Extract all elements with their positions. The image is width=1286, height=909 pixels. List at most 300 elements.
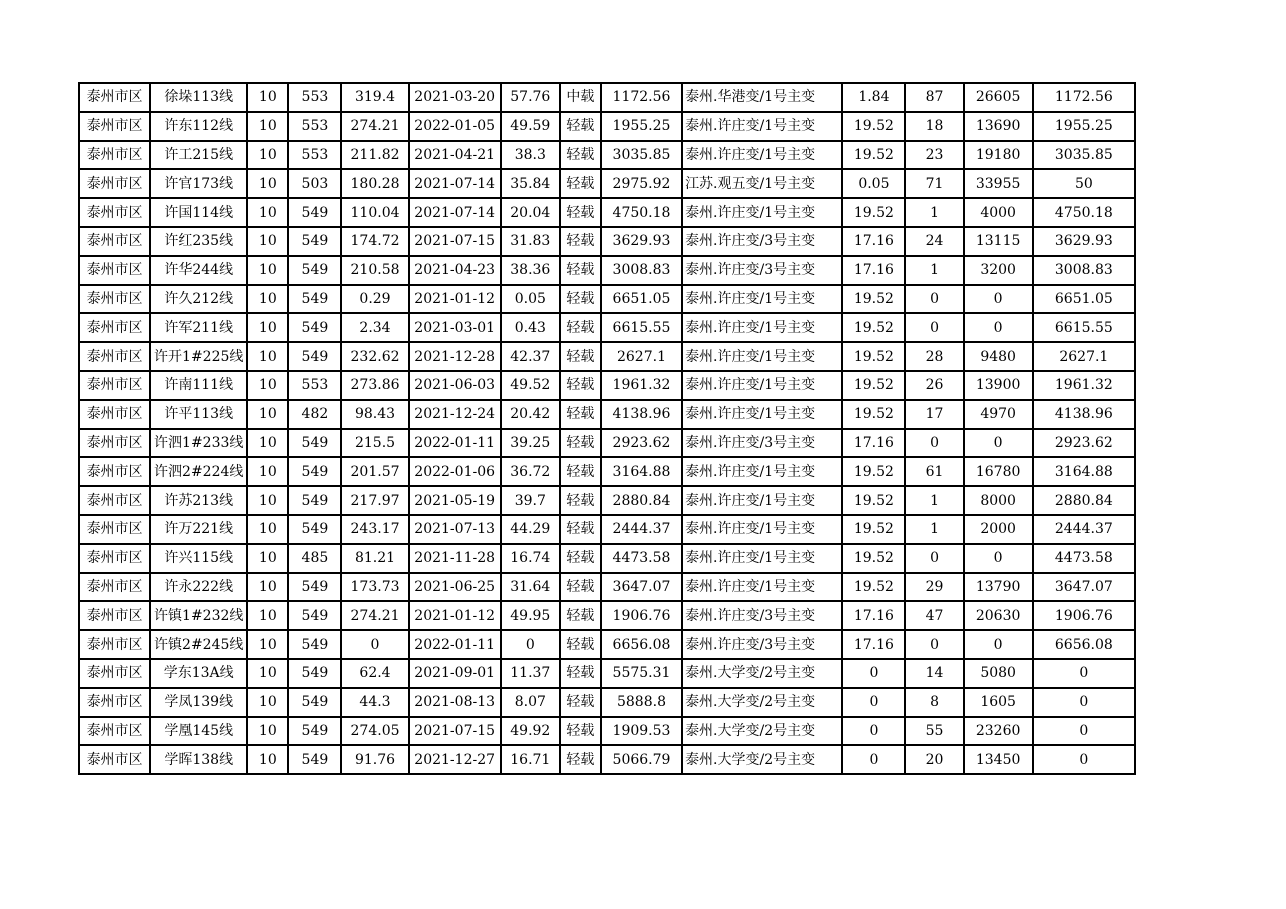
cell-user-capacity: 13900: [964, 371, 1033, 400]
cell-date: 2022-01-06: [409, 457, 501, 486]
cell-capacity: 549: [288, 285, 341, 314]
cell-line-name: 许红235线: [150, 227, 247, 256]
cell-load-current: 2.34: [341, 313, 408, 342]
cell-available-capacity: 5888.8: [601, 688, 682, 717]
cell-area: 泰州市区: [79, 83, 150, 112]
cell-load-status: 轻载: [560, 745, 601, 774]
cell-line-name: 许镇1#232线: [150, 601, 247, 630]
cell-transformer: 泰州.许庄变/1号主变: [682, 457, 842, 486]
cell-capacity: 549: [288, 342, 341, 371]
cell-date: 2021-07-14: [409, 169, 501, 198]
cell-transformer-margin: 19.52: [842, 371, 905, 400]
table-row: [79, 544, 1135, 573]
cell-area: 泰州市区: [79, 227, 150, 256]
cell-capacity: 549: [288, 745, 341, 774]
cell-date: 2021-07-13: [409, 515, 501, 544]
cell-available-capacity: 3647.07: [601, 573, 682, 602]
cell-transformer-margin: 17.16: [842, 429, 905, 458]
cell-user-count: 29: [905, 573, 963, 602]
cell-user-count: 47: [905, 601, 963, 630]
cell-load-rate: 39.7: [501, 486, 560, 515]
cell-line-name: 许泗1#233线: [150, 429, 247, 458]
cell-remaining-capacity: 4750.18: [1033, 198, 1135, 227]
cell-load-rate: 35.84: [501, 169, 560, 198]
cell-capacity: 549: [288, 515, 341, 544]
cell-user-capacity: 0: [964, 544, 1033, 573]
cell-user-count: 1: [905, 486, 963, 515]
cell-line-name: 许官173线: [150, 169, 247, 198]
cell-voltage: 10: [247, 227, 288, 256]
cell-line-name: 许国114线: [150, 198, 247, 227]
cell-capacity: 482: [288, 400, 341, 429]
cell-capacity: 553: [288, 112, 341, 141]
cell-transformer-margin: 0: [842, 688, 905, 717]
cell-load-rate: 49.92: [501, 717, 560, 746]
cell-voltage: 10: [247, 313, 288, 342]
cell-date: 2021-04-21: [409, 141, 501, 170]
cell-transformer-margin: 19.52: [842, 515, 905, 544]
cell-line-name: 学东13A线: [150, 659, 247, 688]
cell-transformer: 泰州.许庄变/3号主变: [682, 429, 842, 458]
cell-voltage: 10: [247, 169, 288, 198]
cell-voltage: 10: [247, 285, 288, 314]
cell-voltage: 10: [247, 400, 288, 429]
cell-voltage: 10: [247, 659, 288, 688]
cell-line-name: 许开1#225线: [150, 342, 247, 371]
cell-available-capacity: 6651.05: [601, 285, 682, 314]
cell-load-current: 319.4: [341, 83, 408, 112]
table-row: [79, 486, 1135, 515]
cell-date: 2021-03-20: [409, 83, 501, 112]
cell-area: 泰州市区: [79, 429, 150, 458]
cell-transformer: 泰州.许庄变/1号主变: [682, 141, 842, 170]
cell-date: 2021-01-12: [409, 285, 501, 314]
cell-user-capacity: 13450: [964, 745, 1033, 774]
cell-area: 泰州市区: [79, 342, 150, 371]
cell-load-status: 轻载: [560, 198, 601, 227]
cell-load-current: 173.73: [341, 573, 408, 602]
cell-voltage: 10: [247, 256, 288, 285]
table-row: [79, 285, 1135, 314]
cell-transformer-margin: 19.52: [842, 313, 905, 342]
table-row: [79, 198, 1135, 227]
cell-user-capacity: 13690: [964, 112, 1033, 141]
cell-line-name: 许平113线: [150, 400, 247, 429]
cell-line-name: 学凤139线: [150, 688, 247, 717]
cell-transformer: 泰州.许庄变/1号主变: [682, 313, 842, 342]
cell-load-status: 轻载: [560, 169, 601, 198]
cell-user-capacity: 0: [964, 429, 1033, 458]
cell-user-capacity: 0: [964, 313, 1033, 342]
cell-transformer: 泰州.大学变/2号主变: [682, 745, 842, 774]
cell-remaining-capacity: 1961.32: [1033, 371, 1135, 400]
cell-user-count: 26: [905, 371, 963, 400]
cell-transformer-margin: 19.52: [842, 342, 905, 371]
cell-available-capacity: 5066.79: [601, 745, 682, 774]
cell-available-capacity: 1909.53: [601, 717, 682, 746]
cell-date: 2021-06-03: [409, 371, 501, 400]
cell-user-capacity: 19180: [964, 141, 1033, 170]
cell-voltage: 10: [247, 486, 288, 515]
cell-remaining-capacity: 6656.08: [1033, 630, 1135, 659]
cell-load-rate: 31.64: [501, 573, 560, 602]
cell-date: 2021-07-15: [409, 227, 501, 256]
cell-user-count: 61: [905, 457, 963, 486]
cell-user-count: 8: [905, 688, 963, 717]
cell-user-capacity: 0: [964, 285, 1033, 314]
cell-line-name: 许泗2#224线: [150, 457, 247, 486]
cell-area: 泰州市区: [79, 544, 150, 573]
cell-available-capacity: 2923.62: [601, 429, 682, 458]
cell-user-capacity: 3200: [964, 256, 1033, 285]
cell-voltage: 10: [247, 601, 288, 630]
cell-remaining-capacity: 4138.96: [1033, 400, 1135, 429]
cell-date: 2021-03-01: [409, 313, 501, 342]
cell-load-status: 轻载: [560, 112, 601, 141]
cell-transformer-margin: 19.52: [842, 285, 905, 314]
cell-voltage: 10: [247, 717, 288, 746]
table-row: [79, 429, 1135, 458]
cell-line-name: 许工215线: [150, 141, 247, 170]
cell-available-capacity: 6656.08: [601, 630, 682, 659]
cell-remaining-capacity: 0: [1033, 717, 1135, 746]
cell-load-rate: 49.95: [501, 601, 560, 630]
cell-load-rate: 38.3: [501, 141, 560, 170]
cell-remaining-capacity: 1955.25: [1033, 112, 1135, 141]
cell-available-capacity: 2444.37: [601, 515, 682, 544]
cell-available-capacity: 2880.84: [601, 486, 682, 515]
cell-area: 泰州市区: [79, 486, 150, 515]
cell-line-name: 许南111线: [150, 371, 247, 400]
cell-user-capacity: 13115: [964, 227, 1033, 256]
cell-transformer-margin: 1.84: [842, 83, 905, 112]
cell-date: 2022-01-05: [409, 112, 501, 141]
cell-available-capacity: 1961.32: [601, 371, 682, 400]
table-row: [79, 256, 1135, 285]
cell-transformer: 泰州.许庄变/1号主变: [682, 112, 842, 141]
cell-available-capacity: 6615.55: [601, 313, 682, 342]
cell-area: 泰州市区: [79, 313, 150, 342]
cell-available-capacity: 3164.88: [601, 457, 682, 486]
cell-load-status: 轻载: [560, 544, 601, 573]
cell-transformer: 泰州.许庄变/1号主变: [682, 371, 842, 400]
cell-transformer-margin: 19.52: [842, 457, 905, 486]
table-row: [79, 313, 1135, 342]
cell-load-status: 轻载: [560, 659, 601, 688]
cell-load-current: 91.76: [341, 745, 408, 774]
cell-user-count: 1: [905, 515, 963, 544]
cell-date: 2021-12-27: [409, 745, 501, 774]
table-row: [79, 169, 1135, 198]
cell-load-rate: 16.71: [501, 745, 560, 774]
cell-user-count: 0: [905, 429, 963, 458]
cell-remaining-capacity: 2627.1: [1033, 342, 1135, 371]
cell-capacity: 549: [288, 659, 341, 688]
cell-voltage: 10: [247, 141, 288, 170]
cell-area: 泰州市区: [79, 573, 150, 602]
cell-load-current: 274.21: [341, 601, 408, 630]
cell-voltage: 10: [247, 515, 288, 544]
cell-line-name: 许苏213线: [150, 486, 247, 515]
table-row: [79, 515, 1135, 544]
cell-load-rate: 0.05: [501, 285, 560, 314]
cell-load-status: 轻载: [560, 313, 601, 342]
cell-area: 泰州市区: [79, 457, 150, 486]
cell-user-count: 0: [905, 630, 963, 659]
cell-user-capacity: 4000: [964, 198, 1033, 227]
cell-capacity: 549: [288, 457, 341, 486]
cell-load-status: 轻载: [560, 457, 601, 486]
cell-load-current: 201.57: [341, 457, 408, 486]
cell-transformer-margin: 17.16: [842, 256, 905, 285]
cell-transformer: 泰州.华港变/1号主变: [682, 83, 842, 112]
cell-load-status: 轻载: [560, 141, 601, 170]
cell-voltage: 10: [247, 342, 288, 371]
cell-user-count: 17: [905, 400, 963, 429]
cell-date: 2021-05-19: [409, 486, 501, 515]
cell-available-capacity: 1955.25: [601, 112, 682, 141]
cell-load-status: 轻载: [560, 688, 601, 717]
cell-area: 泰州市区: [79, 515, 150, 544]
cell-area: 泰州市区: [79, 141, 150, 170]
cell-load-current: 0.29: [341, 285, 408, 314]
table-row: [79, 83, 1135, 112]
cell-load-status: 轻载: [560, 515, 601, 544]
cell-load-current: 110.04: [341, 198, 408, 227]
cell-voltage: 10: [247, 573, 288, 602]
cell-voltage: 10: [247, 457, 288, 486]
cell-user-count: 18: [905, 112, 963, 141]
table-row: [79, 745, 1135, 774]
cell-load-rate: 39.25: [501, 429, 560, 458]
cell-transformer: 泰州.许庄变/1号主变: [682, 285, 842, 314]
cell-available-capacity: 4138.96: [601, 400, 682, 429]
table-row: [79, 141, 1135, 170]
cell-date: 2022-01-11: [409, 630, 501, 659]
cell-capacity: 549: [288, 573, 341, 602]
cell-user-count: 24: [905, 227, 963, 256]
cell-load-current: 274.21: [341, 112, 408, 141]
cell-date: 2021-12-24: [409, 400, 501, 429]
cell-line-name: 许华244线: [150, 256, 247, 285]
cell-load-rate: 38.36: [501, 256, 560, 285]
cell-user-capacity: 26605: [964, 83, 1033, 112]
cell-user-count: 0: [905, 313, 963, 342]
cell-user-count: 71: [905, 169, 963, 198]
cell-transformer: 泰州.许庄变/1号主变: [682, 544, 842, 573]
cell-available-capacity: 3008.83: [601, 256, 682, 285]
cell-date: 2021-08-13: [409, 688, 501, 717]
cell-load-current: 243.17: [341, 515, 408, 544]
cell-load-current: 0: [341, 630, 408, 659]
cell-area: 泰州市区: [79, 198, 150, 227]
cell-line-name: 许镇2#245线: [150, 630, 247, 659]
cell-transformer: 泰州.大学变/2号主变: [682, 717, 842, 746]
cell-user-count: 0: [905, 544, 963, 573]
table-row: [79, 717, 1135, 746]
cell-area: 泰州市区: [79, 169, 150, 198]
cell-load-current: 211.82: [341, 141, 408, 170]
cell-voltage: 10: [247, 630, 288, 659]
cell-remaining-capacity: 6651.05: [1033, 285, 1135, 314]
cell-load-status: 轻载: [560, 400, 601, 429]
cell-load-rate: 11.37: [501, 659, 560, 688]
cell-remaining-capacity: 6615.55: [1033, 313, 1135, 342]
cell-remaining-capacity: 3164.88: [1033, 457, 1135, 486]
cell-line-name: 许东112线: [150, 112, 247, 141]
cell-voltage: 10: [247, 83, 288, 112]
cell-voltage: 10: [247, 112, 288, 141]
cell-user-capacity: 1605: [964, 688, 1033, 717]
cell-transformer: 泰州.许庄变/3号主变: [682, 227, 842, 256]
cell-transformer-margin: 0: [842, 659, 905, 688]
cell-load-status: 轻载: [560, 486, 601, 515]
cell-area: 泰州市区: [79, 400, 150, 429]
cell-user-capacity: 20630: [964, 601, 1033, 630]
cell-load-status: 轻载: [560, 285, 601, 314]
cell-date: 2021-11-28: [409, 544, 501, 573]
cell-available-capacity: 4473.58: [601, 544, 682, 573]
cell-remaining-capacity: 0: [1033, 688, 1135, 717]
cell-transformer-margin: 19.52: [842, 486, 905, 515]
cell-available-capacity: 2627.1: [601, 342, 682, 371]
cell-load-status: 轻载: [560, 573, 601, 602]
cell-available-capacity: 2975.92: [601, 169, 682, 198]
table-row: [79, 659, 1135, 688]
cell-voltage: 10: [247, 371, 288, 400]
cell-date: 2021-12-28: [409, 342, 501, 371]
cell-capacity: 549: [288, 227, 341, 256]
cell-capacity: 549: [288, 688, 341, 717]
cell-area: 泰州市区: [79, 256, 150, 285]
cell-transformer: 泰州.许庄变/1号主变: [682, 486, 842, 515]
cell-available-capacity: 1172.56: [601, 83, 682, 112]
cell-load-rate: 49.52: [501, 371, 560, 400]
cell-transformer-margin: 17.16: [842, 630, 905, 659]
cell-load-status: 中载: [560, 83, 601, 112]
cell-area: 泰州市区: [79, 630, 150, 659]
cell-transformer: 泰州.许庄变/3号主变: [682, 601, 842, 630]
cell-line-name: 许军211线: [150, 313, 247, 342]
cell-voltage: 10: [247, 198, 288, 227]
cell-load-rate: 8.07: [501, 688, 560, 717]
cell-remaining-capacity: 4473.58: [1033, 544, 1135, 573]
cell-line-name: 许兴115线: [150, 544, 247, 573]
cell-area: 泰州市区: [79, 745, 150, 774]
cell-load-current: 44.3: [341, 688, 408, 717]
cell-remaining-capacity: 3647.07: [1033, 573, 1135, 602]
cell-load-current: 62.4: [341, 659, 408, 688]
cell-capacity: 503: [288, 169, 341, 198]
cell-remaining-capacity: 0: [1033, 659, 1135, 688]
table-row: [79, 400, 1135, 429]
cell-transformer-margin: 19.52: [842, 112, 905, 141]
cell-transformer-margin: 19.52: [842, 544, 905, 573]
cell-user-count: 20: [905, 745, 963, 774]
cell-transformer-margin: 0: [842, 745, 905, 774]
cell-capacity: 549: [288, 313, 341, 342]
cell-voltage: 10: [247, 745, 288, 774]
cell-remaining-capacity: 0: [1033, 745, 1135, 774]
cell-capacity: 549: [288, 198, 341, 227]
cell-voltage: 10: [247, 544, 288, 573]
cell-available-capacity: 4750.18: [601, 198, 682, 227]
cell-user-count: 28: [905, 342, 963, 371]
cell-remaining-capacity: 2444.37: [1033, 515, 1135, 544]
cell-user-capacity: 13790: [964, 573, 1033, 602]
cell-voltage: 10: [247, 429, 288, 458]
cell-line-name: 许万221线: [150, 515, 247, 544]
cell-available-capacity: 1906.76: [601, 601, 682, 630]
cell-load-rate: 0.43: [501, 313, 560, 342]
cell-capacity: 549: [288, 256, 341, 285]
cell-capacity: 549: [288, 630, 341, 659]
cell-load-current: 273.86: [341, 371, 408, 400]
cell-line-name: 学晖138线: [150, 745, 247, 774]
cell-user-capacity: 8000: [964, 486, 1033, 515]
table-row: [79, 688, 1135, 717]
cell-transformer: 泰州.大学变/2号主变: [682, 688, 842, 717]
cell-transformer: 泰州.许庄变/1号主变: [682, 198, 842, 227]
cell-area: 泰州市区: [79, 717, 150, 746]
cell-transformer-margin: 0: [842, 717, 905, 746]
table-row: [79, 371, 1135, 400]
cell-load-rate: 49.59: [501, 112, 560, 141]
cell-capacity: 553: [288, 371, 341, 400]
cell-area: 泰州市区: [79, 688, 150, 717]
table-row: [79, 457, 1135, 486]
table-row: [79, 630, 1135, 659]
cell-date: 2021-07-15: [409, 717, 501, 746]
cell-date: 2021-04-23: [409, 256, 501, 285]
cell-load-current: 81.21: [341, 544, 408, 573]
cell-user-capacity: 23260: [964, 717, 1033, 746]
cell-date: 2021-01-12: [409, 601, 501, 630]
cell-load-current: 174.72: [341, 227, 408, 256]
cell-area: 泰州市区: [79, 601, 150, 630]
cell-voltage: 10: [247, 688, 288, 717]
table-row: [79, 573, 1135, 602]
cell-transformer: 泰州.许庄变/1号主变: [682, 573, 842, 602]
cell-load-current: 215.5: [341, 429, 408, 458]
cell-load-status: 轻载: [560, 342, 601, 371]
cell-line-name: 徐垛113线: [150, 83, 247, 112]
cell-area: 泰州市区: [79, 659, 150, 688]
table-row: [79, 227, 1135, 256]
cell-remaining-capacity: 2880.84: [1033, 486, 1135, 515]
cell-user-count: 87: [905, 83, 963, 112]
cell-user-capacity: 2000: [964, 515, 1033, 544]
cell-capacity: 549: [288, 486, 341, 515]
cell-load-status: 轻载: [560, 601, 601, 630]
cell-user-capacity: 33955: [964, 169, 1033, 198]
cell-available-capacity: 3035.85: [601, 141, 682, 170]
cell-remaining-capacity: 3629.93: [1033, 227, 1135, 256]
cell-transformer: 泰州.许庄变/1号主变: [682, 400, 842, 429]
cell-user-count: 14: [905, 659, 963, 688]
cell-load-current: 232.62: [341, 342, 408, 371]
cell-transformer: 泰州.许庄变/1号主变: [682, 342, 842, 371]
cell-load-rate: 0: [501, 630, 560, 659]
cell-transformer-margin: 19.52: [842, 141, 905, 170]
cell-remaining-capacity: 3035.85: [1033, 141, 1135, 170]
table-row: [79, 601, 1135, 630]
cell-available-capacity: 5575.31: [601, 659, 682, 688]
cell-transformer: 江苏.观五变/1号主变: [682, 169, 842, 198]
cell-transformer: 泰州.许庄变/3号主变: [682, 256, 842, 285]
cell-available-capacity: 3629.93: [601, 227, 682, 256]
cell-transformer-margin: 17.16: [842, 601, 905, 630]
